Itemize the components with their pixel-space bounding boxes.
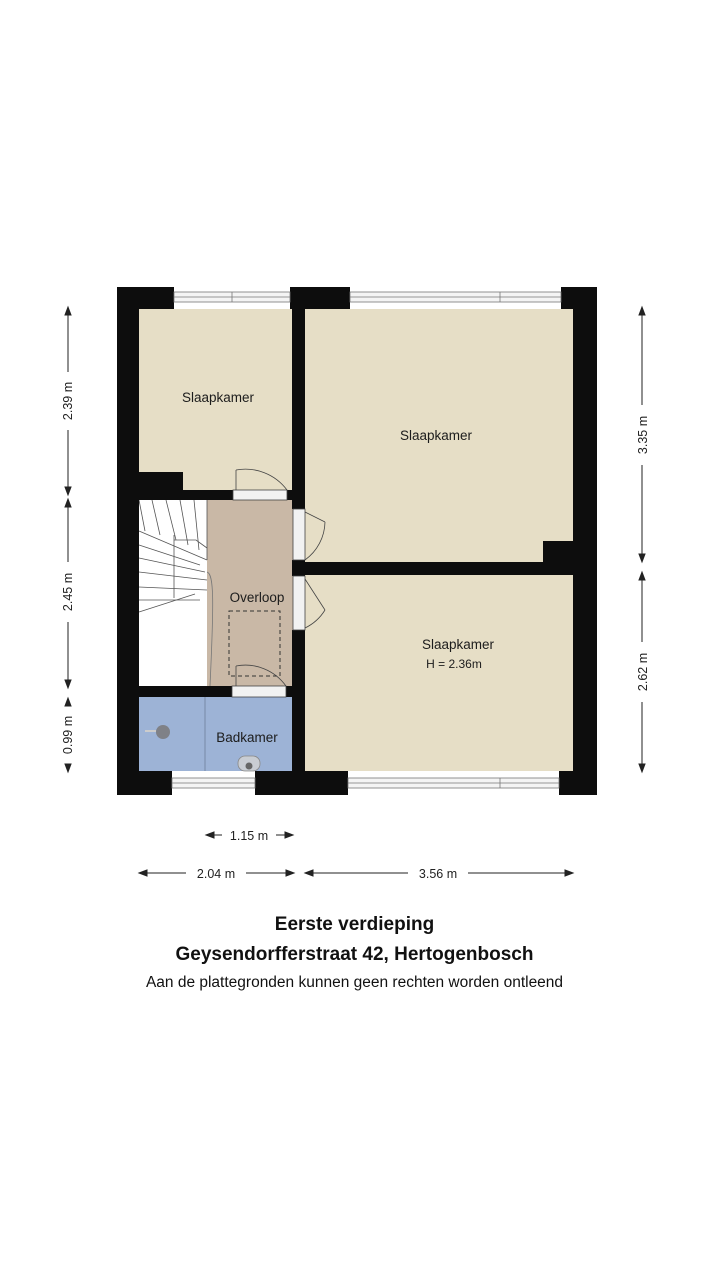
room-height-label: H = 2.36m: [426, 657, 482, 671]
dimension-right-top: 3.35 m: [636, 415, 650, 455]
exterior-wall-top-left-pier: [117, 287, 174, 309]
dimension-bottom-right: 3.56 m: [418, 867, 458, 881]
partition-bedrooms-right: [305, 562, 573, 575]
exterior-wall-bottom-center-pier: [255, 771, 348, 795]
chimney-block: [543, 541, 573, 562]
door-bedroom-top-right: [293, 509, 305, 560]
property-address: Geysendorfferstraat 42, Hertogenbosch: [175, 944, 534, 965]
room-label-landing: Overloop: [229, 590, 285, 605]
floor-title: Eerste verdieping: [274, 914, 435, 935]
bedroom-bottom-right-floor: [305, 575, 573, 771]
disclaimer-text: Aan de plattegronden kunnen geen rechten worden ontleend: [145, 974, 564, 991]
door-bathroom: [232, 686, 286, 697]
exterior-wall-top-center-pier: [290, 287, 350, 309]
dimension-bottom-small: 1.15 m: [229, 829, 269, 843]
dimension-bottom-left: 2.04 m: [196, 867, 236, 881]
partition-vertical-main: [292, 309, 305, 509]
door-bedroom-top-left: [233, 490, 287, 500]
exterior-wall-right: [573, 287, 597, 795]
room-label-bathroom: Badkamer: [216, 730, 278, 745]
room-floors: [139, 309, 573, 771]
exterior-wall-bottom-right-pier: [559, 771, 597, 795]
dimension-right-bottom: 2.62 m: [636, 652, 650, 692]
dimension-left-bottom: 0.99 m: [61, 715, 75, 755]
partition-bathroom: [139, 686, 232, 697]
shower-drain: [156, 725, 170, 739]
dimension-left-middle: 2.45 m: [61, 572, 75, 612]
dimension-left-top: 2.39 m: [61, 381, 75, 421]
exterior-wall-top-right-pier: [561, 287, 597, 309]
room-label-bedroom-top-right: Slaapkamer: [399, 428, 473, 443]
room-label-bedroom-top-left: Slaapkamer: [181, 390, 255, 405]
exterior-wall-bottom-left-pier: [117, 771, 172, 795]
door-bedroom-bottom-right: [293, 576, 305, 630]
exterior-wall-left: [117, 287, 139, 795]
room-label-bedroom-bottom-right: Slaapkamer: [421, 637, 495, 652]
